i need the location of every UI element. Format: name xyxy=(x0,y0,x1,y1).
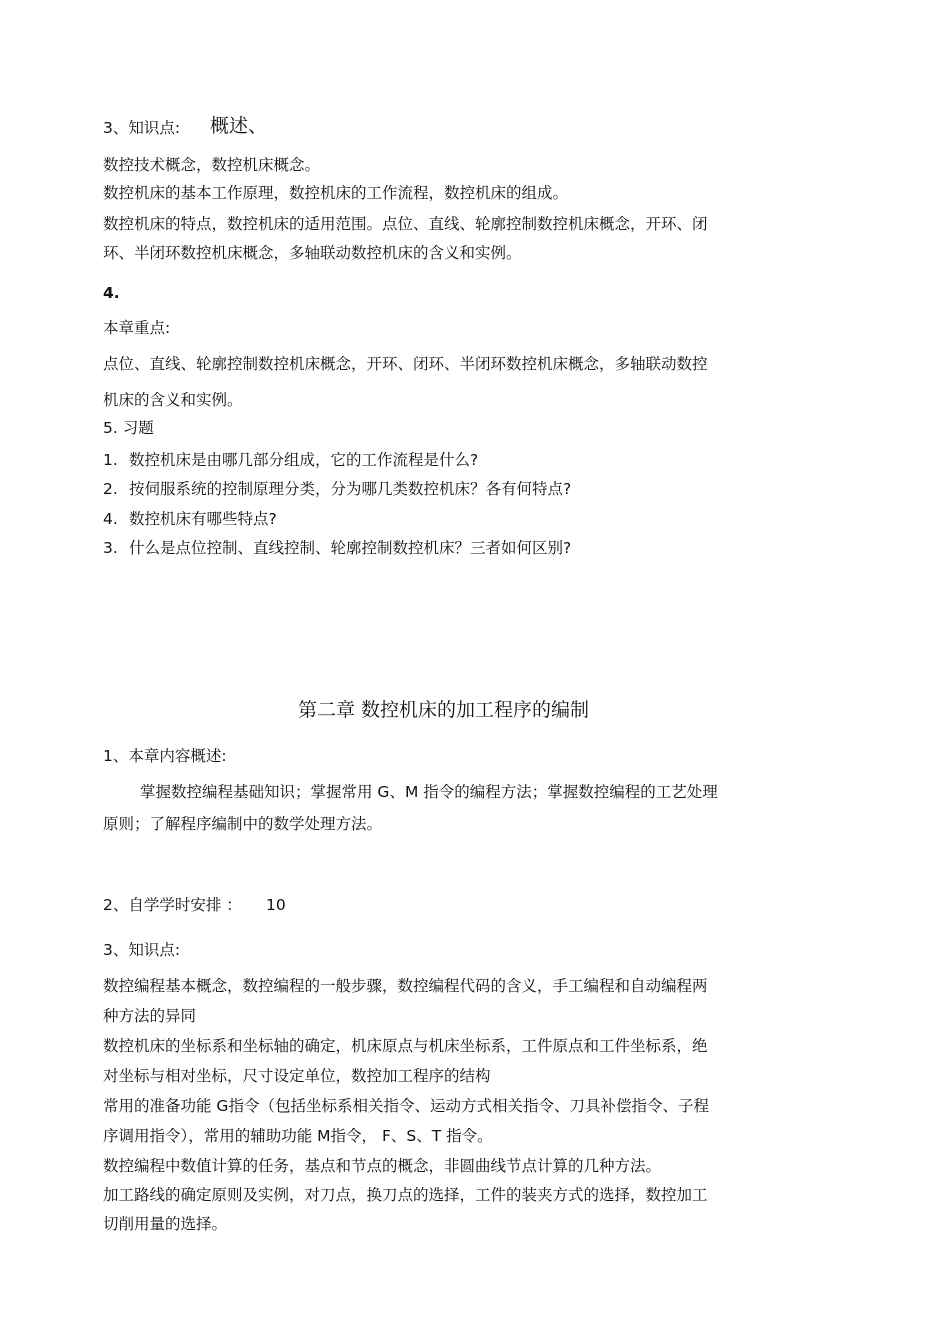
exercise-number: 1. xyxy=(103,451,118,469)
exercise-number: 2. xyxy=(103,480,118,498)
paragraph-line: 序调用指令），常用的辅助功能 M指令， F、S、T 指令。 xyxy=(103,1127,493,1145)
paragraph-line: 原则；了解程序编制中的数学处理方法。 xyxy=(103,815,383,833)
paragraph-line: 数控机床的坐标系和坐标轴的确定，机床原点与机床坐标系，工件原点和工件坐标系，绝 xyxy=(103,1037,708,1055)
section-number: 4. xyxy=(103,284,120,302)
hours-value: 10 xyxy=(266,896,286,914)
paragraph-line: 加工路线的确定原则及实例，对刀点，换刀点的选择，工件的装夹方式的选择，数控加工 xyxy=(103,1186,708,1204)
exercise-text: 数控机床有哪些特点? xyxy=(129,510,277,528)
exercises-label: 5. 习题 xyxy=(103,419,154,437)
paragraph-line: 数控机床的特点，数控机床的适用范围。点位、直线、轮廓控制数控机床概念，开环、闭 xyxy=(103,215,708,233)
section-heading-prefix: 3、知识点: xyxy=(103,119,181,137)
paragraph-line: 掌握数控编程基础知识；掌握常用 G、M 指令的编程方法；掌握数控编程的工艺处理 xyxy=(140,783,718,801)
paragraph-line: 数控编程中数值计算的任务，基点和节点的概念，非圆曲线节点计算的几种方法。 xyxy=(103,1157,662,1175)
paragraph-line: 种方法的异同 xyxy=(103,1007,197,1025)
paragraph-line: 常用的准备功能 G指令（包括坐标系相关指令、运动方式相关指令、刀具补偿指令、子程 xyxy=(103,1097,709,1115)
exercise-number: 4. xyxy=(103,510,118,528)
hours-label: 2、自学学时安排 ： xyxy=(103,896,242,914)
focus-label: 本章重点: xyxy=(103,319,171,337)
section-heading-topic: 概述、 xyxy=(210,115,268,137)
paragraph-line: 点位、直线、轮廓控制数控机床概念，开环、闭环、半闭环数控机床概念，多轴联动数控 xyxy=(103,355,708,373)
chapter-title: 第二章 数控机床的加工程序的编制 xyxy=(298,699,590,721)
paragraph-line: 数控机床的基本工作原理，数控机床的工作流程，数控机床的组成。 xyxy=(103,184,569,202)
exercise-text: 什么是点位控制、直线控制、轮廓控制数控机床？三者如何区别? xyxy=(129,539,572,557)
paragraph-line: 数控编程基本概念，数控编程的一般步骤，数控编程代码的含义，手工编程和自动编程两 xyxy=(103,977,708,995)
exercise-text: 数控机床是由哪几部分组成，它的工作流程是什么? xyxy=(129,451,479,469)
exercise-number: 3. xyxy=(103,539,118,557)
paragraph-line: 环、半闭环数控机床概念，多轴联动数控机床的含义和实例。 xyxy=(103,244,522,262)
exercise-text: 按伺服系统的控制原理分类，分为哪几类数控机床？各有何特点? xyxy=(129,480,572,498)
overview-label: 1、本章内容概述: xyxy=(103,747,227,765)
paragraph-line: 切削用量的选择。 xyxy=(103,1215,228,1233)
knowledge-points-label: 3、知识点: xyxy=(103,941,181,959)
paragraph-line: 对坐标与相对坐标，尺寸设定单位，数控加工程序的结构 xyxy=(103,1067,491,1085)
paragraph-line: 数控技术概念，数控机床概念。 xyxy=(103,156,321,174)
paragraph-line: 机床的含义和实例。 xyxy=(103,391,243,409)
